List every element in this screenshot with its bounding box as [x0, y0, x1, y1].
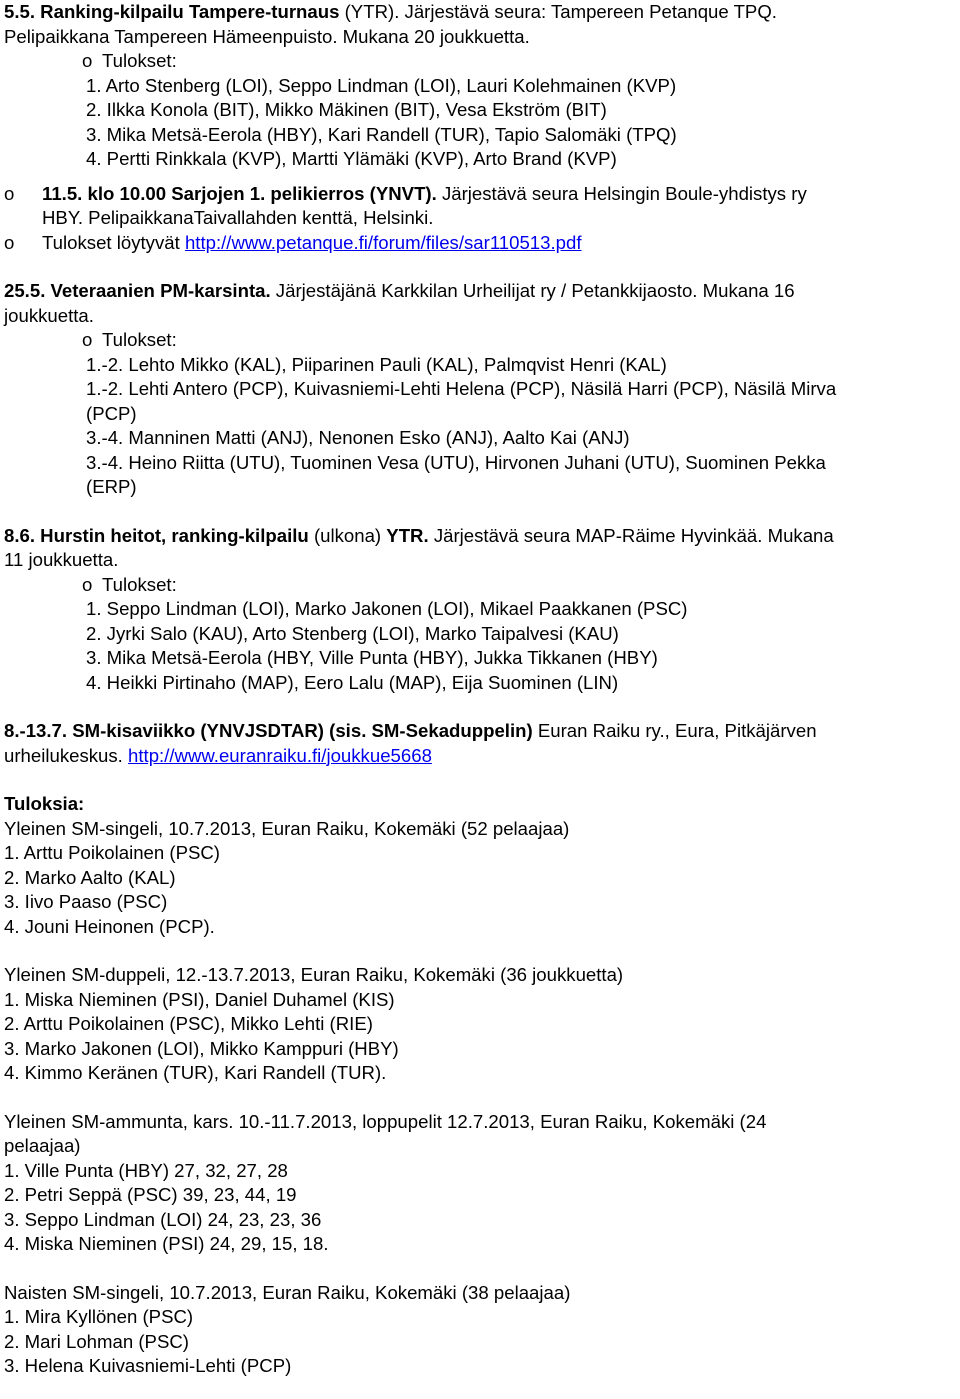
event-heading — [4, 182, 956, 207]
result-item: 3.-4. Heino Riitta (UTU), Tuominen Vesa (UTU), Hirvonen Juhani (UTU), Suominen Pekka — [86, 451, 826, 473]
event-details-cont: 11 joukkuetta. — [4, 549, 119, 570]
group-item: 1. Ville Punta (HBY) 27, 32, 27, 28 — [4, 1159, 288, 1181]
result-item: 1. Seppo Lindman (LOI), Marko Jakonen (LOI), Mikael Paakkanen (PSC) — [86, 598, 688, 619]
event-details: (YTR). Järjestävä seura: Tampereen Petanque TPQ. — [339, 1, 777, 22]
bullet-icon: o — [4, 182, 15, 204]
bullet-icon: o — [82, 573, 93, 595]
result-item: 1. Arto Stenberg (LOI), Seppo Lindman (LOI), Lauri Kolehmainen (KVP) — [86, 74, 677, 96]
event-section-ynvt — [4, 182, 956, 256]
result-group — [4, 1281, 956, 1379]
event-title: 8.6. Hurstin heitot, ranking-kilpailu — [4, 524, 309, 546]
group-item: 2. Petri Seppä (PSC) 39, 23, 44, 19 — [4, 1184, 297, 1205]
bullet-icon: o — [4, 231, 15, 253]
result-item: 1.-2. Lehto Mikko (KAL), Piiparinen Pauli (KAL), Palmqvist Henri (KAL) — [86, 353, 667, 375]
result-item-cont: (PCP) — [86, 402, 137, 424]
group-item: 3. Seppo Lindman (LOI) 24, 23, 23, 36 — [4, 1208, 322, 1230]
result-item: 2. Jyrki Salo (KAU), Arto Stenberg (LOI), Marko Taipalvesi (KAU) — [86, 622, 619, 644]
event-title: 5.5. Ranking-kilpailu Tampere-turnaus — [4, 1, 340, 22]
group-item: 1. Miska Nieminen (PSI), Daniel Duhamel (KIS) — [4, 988, 395, 1010]
results-label: o Tulokset: — [4, 328, 956, 353]
results-heading: Tuloksia: — [4, 793, 85, 814]
result-item: 4. Pertti Rinkkala (KVP), Martti Ylämäki (KVP), Arto Brand (KVP) — [86, 148, 617, 169]
result-item: 3. Mika Metsä-Eerola (HBY, Ville Punta (HBY), Jukka Tikkanen (HBY) — [86, 647, 658, 668]
results-label: o Tulokset: — [4, 573, 956, 598]
result-group — [4, 817, 956, 940]
group-item: 3. Helena Kuivasniemi-Lehti (PCP) — [4, 1355, 292, 1376]
group-item: 2. Marko Aalto (KAL) — [4, 866, 176, 888]
group-item: 1. Mira Kyllönen (PSC) — [4, 1306, 194, 1327]
group-title: Yleinen SM-singeli, 10.7.2013, Euran Raiku, Kokemäki (52 pelaajaa) — [4, 817, 570, 839]
group-item: 4. Jouni Heinonen (PCP). — [4, 915, 215, 937]
group-item: 2. Arttu Poikolainen (PSC), Mikko Lehti (RIE) — [4, 1013, 373, 1034]
result-item: 3. Mika Metsä-Eerola (HBY), Kari Randell (TUR), Tapio Salomäki (TPQ) — [86, 123, 677, 145]
group-item: 4. Kimmo Keränen (TUR), Kari Randell (TUR). — [4, 1062, 387, 1083]
group-item: 3. Iivo Paaso (PSC) — [4, 891, 168, 912]
results-link-line: o Tulokset löytyvät http://www.petanque.fi/forum/files/sar110513.pdf — [4, 231, 956, 256]
event-heading — [4, 0, 956, 25]
results-pdf-link[interactable]: http://www.petanque.fi/forum/files/sar110513.pdf — [184, 231, 582, 253]
results-label: o Tulokset: — [4, 49, 956, 74]
event-section-sm-week — [4, 719, 956, 768]
group-item: 3. Marko Jakonen (LOI), Mikko Kamppuri (HBY) — [4, 1037, 399, 1059]
event-section-tampere — [4, 0, 956, 172]
event-title: 25.5. Veteraanien PM-karsinta. — [4, 280, 271, 301]
event-title: 11.5. klo 10.00 Sarjojen 1. pelikierros (YNVT). — [42, 182, 437, 204]
group-item: 4. Miska Nieminen (PSI) 24, 29, 15, 18. — [4, 1233, 329, 1254]
result-item-cont: (ERP) — [86, 476, 137, 497]
event-venue: urheilukeskus. http://www.euranraiku.fi/joukkue5668 — [4, 744, 432, 766]
bullet-icon: o — [82, 329, 93, 350]
group-title-cont: pelaajaa) — [4, 1135, 81, 1156]
event-title: 8.-13.7. SM-kisaviikko (YNVJSDTAR) (sis. SM-Sekaduppelin) — [4, 720, 533, 741]
event-venue: HBY. PelipaikkanaTaivallahden kenttä, Helsinki. — [42, 207, 434, 228]
event-details: Euran Raiku ry., Eura, Pitkäjärven — [532, 720, 817, 741]
event-venue: Pelipaikkana Tampereen Hämeenpuisto. Mukana 20 joukkuetta. — [4, 25, 530, 47]
group-title: Yleinen SM-duppeli, 12.-13.7.2013, Euran Raiku, Kokemäki (36 joukkuetta) — [4, 964, 624, 985]
event-details: Järjestävä seura MAP-Räime Hyvinkää. Mukana — [428, 524, 834, 546]
result-group — [4, 963, 956, 1086]
bullet-icon: o — [82, 50, 93, 71]
result-item: 1.-2. Lehti Antero (PCP), Kuivasniemi-Lehti Helena (PCP), Näsilä Harri (PCP), Näsilä Mirva — [86, 378, 837, 399]
event-heading — [4, 719, 956, 744]
event-details-cont: joukkuetta. — [4, 304, 94, 326]
event-section-hurstin — [4, 524, 956, 696]
event-details: Järjestäjänä Karkkilan Urheilijat ry / Petankkijaosto. Mukana 16 — [270, 280, 795, 301]
event-section-veterans — [4, 279, 956, 500]
group-title: Naisten SM-singeli, 10.7.2013, Euran Raiku, Kokemäki (38 pelaajaa) — [4, 1281, 571, 1303]
event-website-link[interactable]: http://www.euranraiku.fi/joukkue5668 — [128, 744, 432, 766]
group-title: Yleinen SM-ammunta, kars. 10.-11.7.2013, loppupelit 12.7.2013, Euran Raiku, Kokemäki (24 — [4, 1110, 767, 1132]
group-item: 1. Arttu Poikolainen (PSC) — [4, 842, 220, 863]
event-details: Järjestävä seura Helsingin Boule-yhdistys ry — [436, 182, 807, 204]
result-item: 3.-4. Manninen Matti (ANJ), Nenonen Esko (ANJ), Aalto Kai (ANJ) — [86, 427, 630, 448]
event-heading: 8.6. Hurstin heitot, ranking-kilpailu (ulkona) YTR. Järjestävä seura MAP-Räime Hyvinkää. Mukana — [4, 524, 834, 546]
result-group — [4, 1110, 956, 1257]
result-item: 4. Heikki Pirtinaho (MAP), Eero Lalu (MAP), Eija Suominen (LIN) — [86, 671, 619, 693]
group-item: 2. Mari Lohman (PSC) — [4, 1330, 189, 1352]
result-item: 2. Ilkka Konola (BIT), Mikko Mäkinen (BIT), Vesa Ekström (BIT) — [86, 99, 607, 120]
event-heading — [4, 279, 956, 304]
